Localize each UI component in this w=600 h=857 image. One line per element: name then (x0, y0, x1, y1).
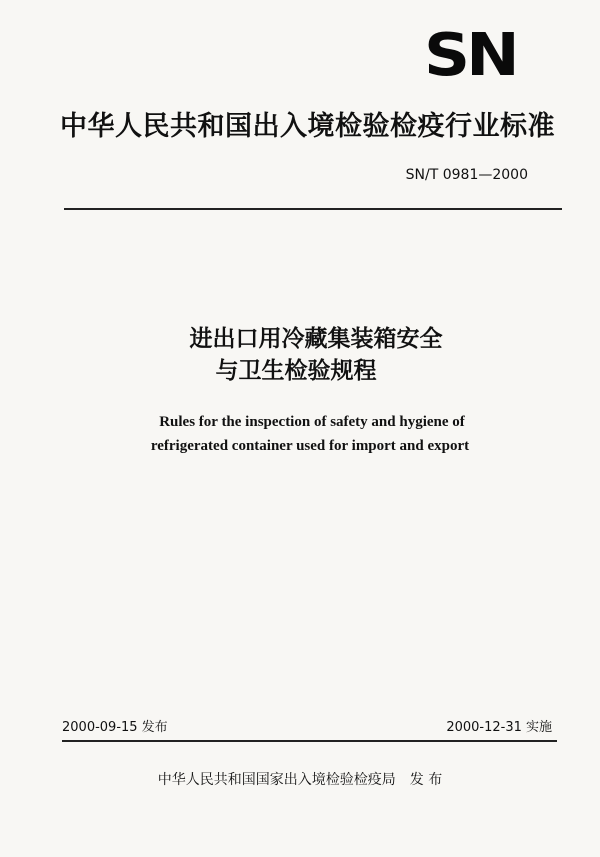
sn-logo: SN (424, 21, 516, 90)
english-title-line-1: Rules for the inspection of safety and hygiene of (159, 414, 465, 430)
chinese-title-line-2: 与卫生检验规程 (215, 358, 377, 384)
english-title-line-2: refrigerated container used for import and export (150, 438, 470, 454)
issuer-name: 中华人民共和国国家出入境检验检疫局 (157, 772, 396, 788)
issue-date: 2000-09-15 发布 (62, 720, 168, 735)
chinese-title-line-1: 进出口用冷藏集装箱安全 (189, 326, 443, 352)
issuer-action: 发 布 (409, 772, 443, 788)
organization-title: 中华人民共和国出入境检验检疫行业标准 (60, 111, 555, 142)
implementation-date: 2000-12-31 实施 (446, 720, 552, 735)
top-divider (64, 208, 562, 210)
bottom-divider (62, 740, 557, 742)
issuer-line (0, 770, 600, 790)
standard-number: SN/T 0981—2000 (405, 167, 528, 183)
